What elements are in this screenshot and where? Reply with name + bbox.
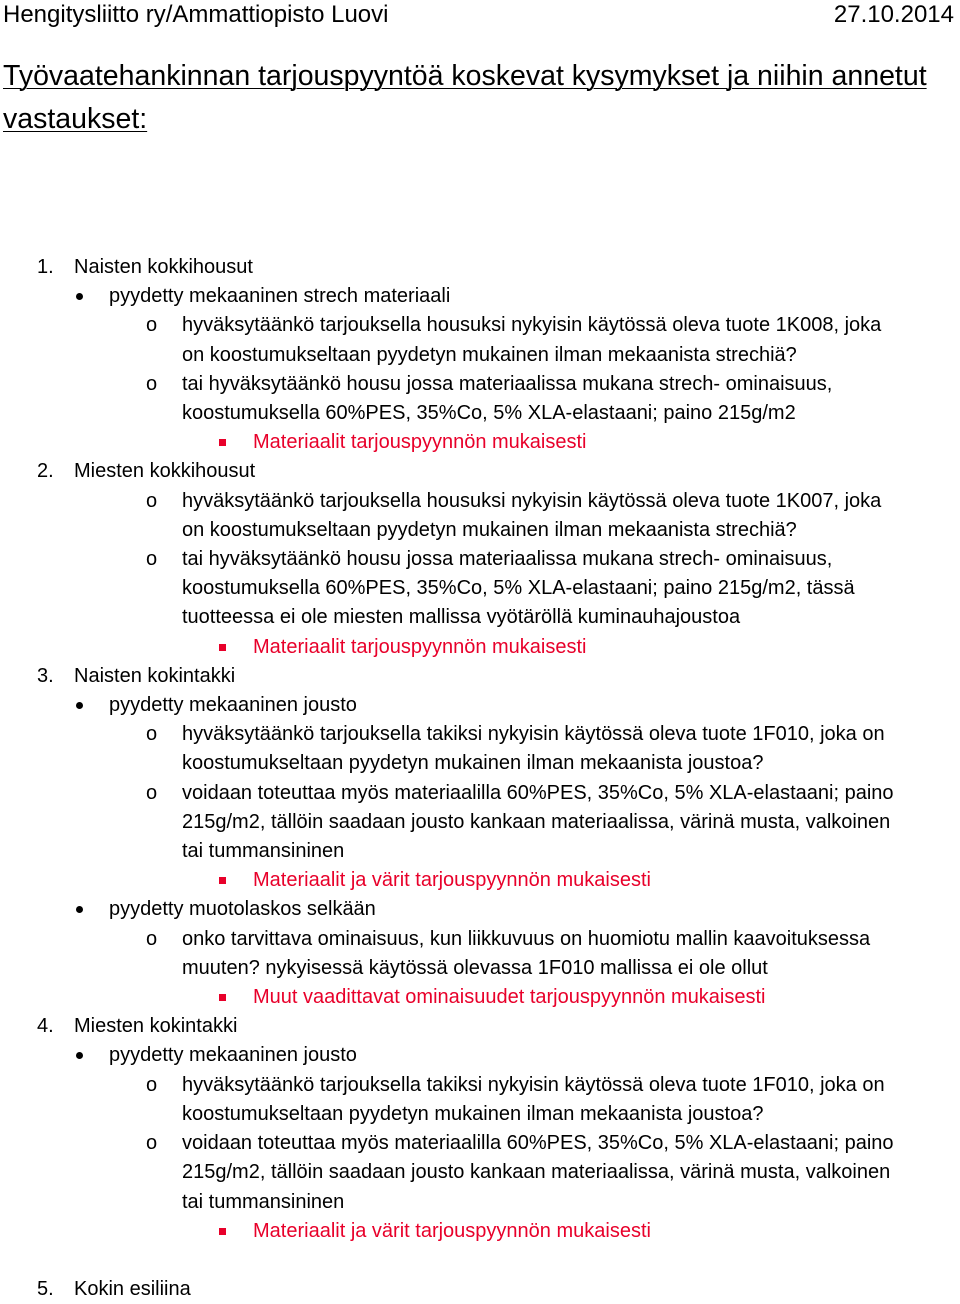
question-item	[0, 370, 960, 399]
list-item	[0, 282, 960, 311]
section-title: Naisten kokintakki	[74, 664, 236, 687]
document-header	[3, 1, 954, 29]
square-bullet-icon	[219, 1228, 226, 1235]
answer-text: Materiaalit tarjouspyynnön mukaisesti	[253, 635, 587, 658]
question-item	[0, 1129, 960, 1158]
question-item	[0, 1071, 960, 1100]
bullet-icon	[76, 293, 83, 300]
question-line: tai tummansininen	[182, 1190, 345, 1213]
section-heading	[0, 457, 960, 486]
bullet-text: pyydetty mekaaninen strech materiaali	[109, 285, 451, 308]
question-line: hyväksytäänkö tarjouksella takiksi nykyisin käytössä oleva tuote 1F010, joka on	[182, 723, 885, 746]
answer-text: Muut vaadittavat ominaisuudet tarjouspyynnön mukaisesti	[253, 986, 766, 1009]
section-number: 1.	[37, 256, 54, 278]
answer-text: Materiaalit ja värit tarjouspyynnön mukaisesti	[253, 869, 651, 892]
question-line: on koostumukseltaan pyydetyn mukainen ilman mekaanista strechiä?	[182, 518, 797, 541]
square-bullet-icon	[219, 994, 226, 1001]
question-line: koostumuksella 60%PES, 35%Co, 5% XLA-elastaani; paino 215g/m2	[182, 402, 796, 425]
spacer	[0, 1246, 960, 1275]
section-number: 5.	[37, 1277, 54, 1300]
question-line: hyväksytäänkö tarjouksella takiksi nykyisin käytössä oleva tuote 1F010, joka on	[182, 1073, 885, 1096]
question-item	[0, 720, 960, 749]
question-item	[0, 545, 960, 574]
question-item	[0, 311, 960, 340]
list-item	[0, 691, 960, 720]
document-body	[0, 253, 960, 1304]
question-line: koostumukseltaan pyydetyn mukainen ilman mekaanista joustoa?	[182, 752, 764, 775]
circle-marker-icon: o	[146, 927, 158, 950]
section-heading	[0, 253, 960, 282]
question-line: tai hyväksytäänkö housu jossa materiaalissa mukana strech- ominaisuus,	[182, 372, 833, 395]
question-item	[0, 487, 960, 516]
section-title: Miesten kokintakki	[74, 1015, 238, 1038]
square-bullet-icon	[219, 439, 226, 446]
question-line: koostumukseltaan pyydetyn mukainen ilman mekaanista joustoa?	[182, 1102, 764, 1125]
bullet-text: pyydetty mekaaninen jousto	[109, 1044, 357, 1067]
question-line: voidaan toteuttaa myös materiaalilla 60%PES, 35%Co, 5% XLA-elastaani; paino	[182, 781, 894, 804]
circle-marker-icon: o	[146, 1073, 158, 1096]
bullet-icon	[76, 1052, 83, 1059]
circle-marker-icon: o	[146, 1132, 158, 1155]
circle-marker-icon: o	[146, 372, 158, 395]
header-organization: Hengitysliitto ry/Ammattiopisto Luovi	[3, 1, 389, 28]
answer-text: Materiaalit ja värit tarjouspyynnön mukaisesti	[253, 1219, 651, 1242]
section-title: Kokin esiliina	[74, 1277, 191, 1300]
circle-marker-icon: o	[146, 314, 158, 337]
section-number: 3.	[37, 664, 54, 687]
circle-marker-icon: o	[146, 781, 158, 804]
section-heading	[0, 1012, 960, 1041]
answer-item	[0, 983, 960, 1012]
question-line: muuten? nykyisessä käytössä olevassa 1F010 mallissa ei ole ollut	[182, 956, 768, 979]
answer-item	[0, 866, 960, 895]
question-item	[0, 779, 960, 808]
bullet-icon	[76, 906, 83, 913]
question-line: hyväksytäänkö tarjouksella housuksi nykyisin käytössä oleva tuote 1K008, joka	[182, 314, 882, 337]
section-title: Miesten kokkihousut	[74, 460, 256, 483]
bullet-icon	[76, 702, 83, 709]
answer-item	[0, 1217, 960, 1246]
question-line: 215g/m2, tällöin saadaan jousto kankaan materiaalissa, värinä musta, valkoinen	[182, 810, 891, 833]
bullet-text: pyydetty mekaaninen jousto	[109, 694, 357, 717]
question-line: hyväksytäänkö tarjouksella housuksi nykyisin käytössä oleva tuote 1K007, joka	[182, 489, 882, 512]
circle-marker-icon: o	[146, 548, 158, 571]
section-heading	[0, 662, 960, 691]
question-line: onko tarvittava ominaisuus, kun liikkuvuus on huomiotu mallin kaavoituksessa	[182, 927, 871, 950]
list-item	[0, 1041, 960, 1070]
circle-marker-icon: o	[146, 489, 158, 512]
section-number: 2.	[37, 460, 54, 483]
question-line: tuotteessa ei ole miesten mallissa vyötäröllä kuminauhajoustoa	[182, 606, 741, 629]
question-line: tai hyväksytäänkö housu jossa materiaalissa mukana strech- ominaisuus,	[182, 548, 833, 571]
bullet-text: pyydetty muotolaskos selkään	[109, 898, 376, 921]
header-date: 27.10.2014	[833, 1, 954, 28]
question-item	[0, 925, 960, 954]
section-heading	[0, 1275, 960, 1304]
question-line: 215g/m2, tällöin saadaan jousto kankaan materiaalissa, värinä musta, valkoinen	[182, 1161, 891, 1184]
section-title: Naisten kokkihousut	[74, 256, 253, 278]
question-line: voidaan toteuttaa myös materiaalilla 60%PES, 35%Co, 5% XLA-elastaani; paino	[182, 1132, 894, 1155]
question-line: koostumuksella 60%PES, 35%Co, 5% XLA-elastaani; paino 215g/m2, tässä	[182, 577, 855, 600]
question-line: tai tummansininen	[182, 840, 345, 863]
square-bullet-icon	[219, 644, 226, 651]
answer-text: Materiaalit tarjouspyynnön mukaisesti	[253, 431, 587, 454]
document-title: Työvaatehankinnan tarjouspyyntöä koskevat kysymykset ja niihin annetut vastaukset:	[3, 60, 927, 135]
square-bullet-icon	[219, 877, 226, 884]
answer-item	[0, 428, 960, 457]
circle-marker-icon: o	[146, 723, 158, 746]
list-item	[0, 895, 960, 924]
question-line: on koostumukseltaan pyydetyn mukainen ilman mekaanista strechiä?	[182, 343, 797, 366]
section-number: 4.	[37, 1015, 54, 1038]
answer-item	[0, 633, 960, 662]
